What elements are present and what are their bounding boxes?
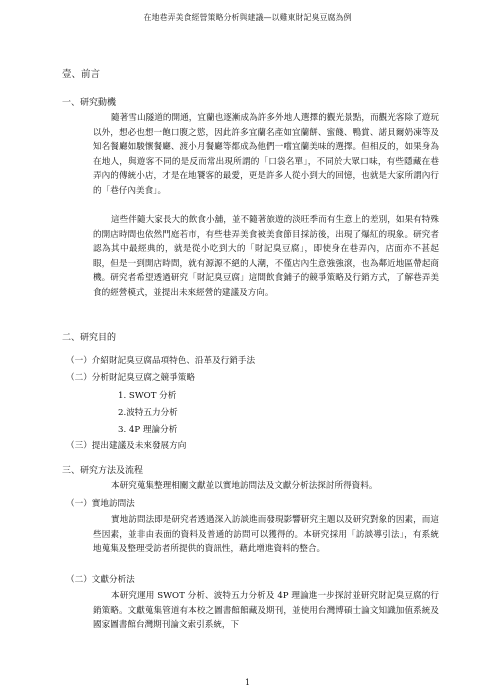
method-sub2-title: （二）文獻分析法 [66,575,135,585]
method-sub2-text: 本研究運用 SWOT 分析、波特五力分析及 4P 理論進一步探討並研究財記臭豆腐的行銷策略。文獻蒐集管道有本校之圖書館館藏及期刊，並使用台灣博碩士論文知識加值系統及國家圖書館台灣期刊論文索引系統，下 [93,591,439,631]
purpose-item-1: （一）介紹財記臭豆腐品項特色、沿革及行銷手法 [66,356,256,366]
motivation-paragraph-1: 隨著雪山隧道的開通，宜蘭也逐漸成為許多外地人選擇的觀光景點，而觀光客除了遊玩以外，想必也想一飽口腹之慾，因此許多宜蘭名產如宜蘭餅、蜜餞、鴨賞、諾貝爾奶凍等及知名餐廳如駿懷餐廳、渡小月餐廳等都成為他們一嚐宜蘭美味的選擇。但相反的，如果身為在地人，與遊客不同的是反而常出現所謂的「口袋名單」，不同於大眾口味，有些隱藏在巷弄內的傳統小店，才是在地饕客的最愛，更是許多人從小到大的回憶，也就是大家所謂內行的「巷仔內美食」。 [93,113,439,196]
section-title: 壹、前言 [62,69,101,80]
method-sub1-text: 實地訪問法即是研究者透過深入訪談進而發現影響研究主題以及研究對象的因素，而這些因素，並非由表面的資料及普通的訪問可以獲得的。本研究採用「訪談導引法」，有系統地蒐集及整理受訪者所提供的資訊性，藉此增進資料的整合。 [93,515,439,555]
method-sub1-title: （一）實地訪問法 [66,499,135,509]
purpose-subitem-4p: 3. 4P 理論分析 [118,425,178,435]
method-intro: 本研究蒐集整理相關文獻並以實地訪問法及文獻分析法探討所得資料。 [111,481,378,491]
motivation-paragraph-2: 這些伴隨大家長大的飲食小舖，並不隨著旅遊的淡旺季而有生意上的差別，如果有特殊的開店時間也依然門庭若市，有些巷弄美食被美食節目採訪後，出現了爆紅的現象。研究者認為其中最經典的，就是從小吃到大的「財記臭豆腐」，即使身在巷弄內，店面亦不甚起眼，但是一到開店時間，就有源源不絕的人潮，不僅店內生意強強滾，也為鄰近地區帶起商機。研究者希望透過研究「財記臭豆腐」這間飲食鋪子的競爭策略及行銷方式，了解巷弄美食的經營模式，並提出未來經營的建議及方向。 [93,215,439,298]
purpose-heading: 二、研究目的 [62,333,117,343]
motivation-heading: 一、研究動機 [62,98,117,108]
purpose-item-3: （三）提出建議及未來發展方向 [66,441,187,451]
method-heading: 三、研究方法及流程 [62,466,144,476]
purpose-subitem-swot: 1. SWOT 分析 [118,391,177,401]
page-number: 1 [244,678,251,687]
purpose-subitem-porter: 2.波特五力分析 [118,408,178,418]
running-head: 在地巷弄美食經營策略分析與建議—以雞東財記臭豆腐為例 [143,13,352,22]
purpose-item-2: （二）分析財記臭豆腐之競爭策略 [66,373,195,383]
